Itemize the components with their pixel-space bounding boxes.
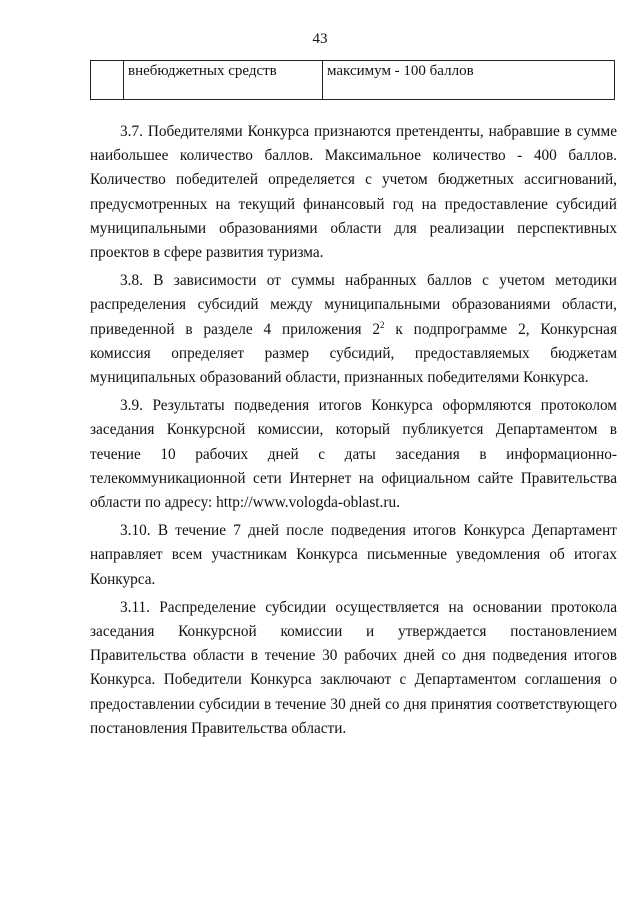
- table-cell-score: максимум - 100 баллов: [323, 61, 615, 100]
- paragraph-3-9: 3.9. Результаты подведения итогов Конкурса оформляются протоколом заседания Конкурсной комиссии, который публикуется Департаментом в течение 10 рабочих дней с даты заседания в информационно-телекоммуникационной сети Интернет на официальном сайте Правительства области по адресу: http://www.vologda-oblast.ru.: [90, 397, 617, 512]
- paragraph-3-7: 3.7. Победителями Конкурса признаются претенденты, набравшие в сумме наибольшее количество баллов. Максимальное количество - 400 баллов. Количество победителей определяется с учетом бюджетных ассигнований, предусмотренных на текущий финансовый год на предоставление субсидий муниципальными образованиями области для реализации перспективных проектов в сфере развития туризма.: [90, 123, 617, 262]
- document-body: [90, 120, 617, 745]
- paragraph-3-8: [90, 269, 617, 390]
- page-number: 43: [312, 31, 328, 47]
- paragraph-3-11: 3.11. Распределение субсидии осуществляется на основании протокола заседания Конкурсной комиссии и утверждается постановлением Правительства области в течение 30 рабочих дней со дня подведения итогов Конкурса. Победители Конкурса заключают с Департаментом соглашения о предоставлении субсидии в течение 30 дней со дня принятия соответствующего постановления Правительства области.: [90, 598, 617, 737]
- paragraph-3-10: 3.10. В течение 7 дней после подведения итогов Конкурса Департамент направляет всем участникам Конкурса письменные уведомления об итогах Конкурса.: [90, 522, 617, 588]
- table-row: [91, 61, 615, 100]
- superscript-2: 2: [380, 319, 385, 330]
- table-cell-criterion: внебюджетных средств: [124, 61, 323, 100]
- table-cell-number: [91, 61, 124, 100]
- continuation-table: [90, 60, 615, 100]
- paragraph-3-8-text-start: 3.8. В зависимости от суммы набранных баллов с учетом методики распределения субсидий между муниципальными образованиями области, приведенной в разделе 4 приложения 2: [90, 272, 617, 338]
- paragraph-3-8-text-end: к подпрограмме 2, Конкурсная комиссия определяет размер субсидий, предоставляемых бюджетам муниципальных образований области, признанных победителями Конкурса.: [90, 320, 617, 387]
